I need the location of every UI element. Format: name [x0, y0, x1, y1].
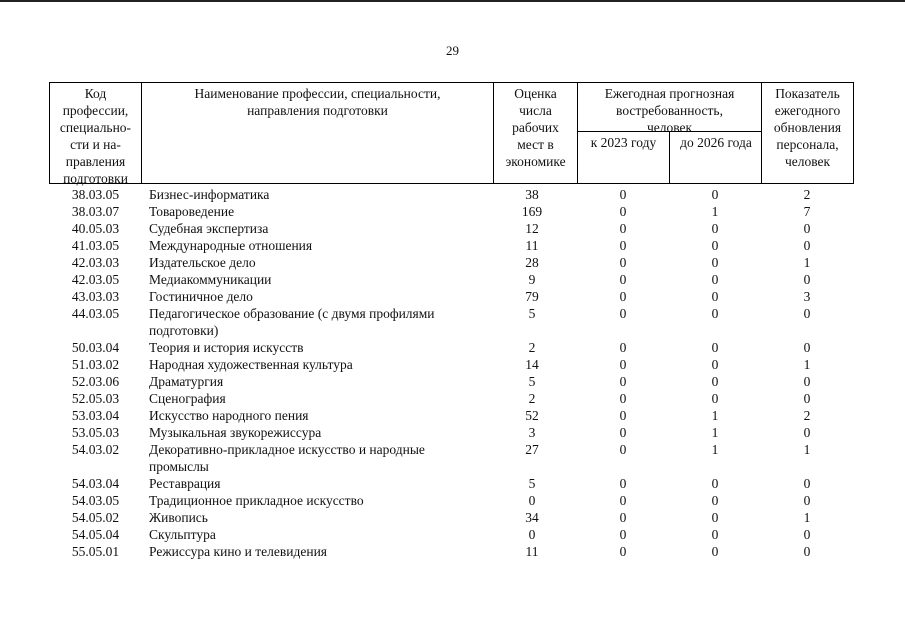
cell-y2026: 1 [711, 204, 719, 219]
cell-jobs: 52 [525, 408, 539, 423]
cell-jobs: 34 [525, 510, 539, 525]
cell-code: 43.03.03 [71, 289, 120, 304]
cell-jobs: 12 [525, 221, 539, 236]
cell-y2026: 0 [711, 476, 719, 491]
table-row [49, 220, 859, 237]
cell-jobs: 38 [525, 187, 539, 202]
cell-y2023: 0 [619, 425, 627, 440]
cell-update: 0 [803, 374, 811, 389]
cell-y2023: 0 [619, 340, 627, 355]
header-update: Показатель ежегодного обновления персонала, человек [773, 86, 842, 169]
table-row [49, 186, 859, 203]
cell-jobs: 27 [525, 442, 539, 457]
cell-name: Гостиничное дело [149, 289, 253, 304]
cell-jobs: 0 [528, 527, 536, 542]
cell-y2023: 0 [619, 391, 627, 406]
cell-code: 42.03.03 [71, 255, 120, 270]
cell-jobs: 2 [528, 391, 536, 406]
cell-code: 54.05.02 [71, 510, 120, 525]
cell-update: 1 [803, 357, 811, 372]
table-row [49, 356, 859, 373]
cell-update: 0 [803, 306, 811, 321]
cell-code: 53.05.03 [71, 425, 120, 440]
cell-update: 0 [803, 272, 811, 287]
cell-y2023: 0 [619, 289, 627, 304]
cell-name: Теория и история искусств [149, 340, 304, 355]
cell-jobs: 3 [528, 425, 536, 440]
cell-update: 7 [803, 204, 811, 219]
cell-y2026: 0 [711, 527, 719, 542]
cell-y2023: 0 [619, 408, 627, 423]
cell-y2023: 0 [619, 187, 627, 202]
cell-code: 42.03.05 [71, 272, 120, 287]
table-row [49, 424, 859, 441]
cell-y2026: 0 [711, 544, 719, 559]
cell-code: 53.03.04 [71, 408, 120, 423]
header-name: Наименование профессии, специальности, направления подготовки [142, 83, 494, 183]
cell-name: Искусство народного пения [149, 408, 309, 423]
table-body [49, 186, 859, 560]
cell-y2023: 0 [619, 204, 627, 219]
cell-y2023: 0 [619, 272, 627, 287]
cell-name: Декоративно-прикладное искусство и народные промыслы [149, 442, 425, 474]
cell-jobs: 11 [525, 238, 539, 253]
cell-update: 0 [803, 391, 811, 406]
table-row [49, 305, 859, 339]
cell-jobs: 9 [528, 272, 536, 287]
cell-y2026: 1 [711, 442, 719, 457]
cell-name: Судебная экспертиза [149, 221, 269, 236]
cell-name: Народная художественная культура [149, 357, 353, 372]
cell-update: 0 [803, 340, 811, 355]
cell-name: Товароведение [149, 204, 235, 219]
cell-y2026: 0 [711, 289, 719, 304]
cell-code: 54.03.04 [71, 476, 120, 491]
cell-y2023: 0 [619, 374, 627, 389]
cell-jobs: 79 [525, 289, 539, 304]
cell-y2026: 0 [711, 357, 719, 372]
header-code: Код профессии, специально-сти и на-правления подготовки [50, 83, 142, 183]
cell-name: Традиционное прикладное искусство [149, 493, 364, 508]
table-header [49, 82, 854, 184]
cell-name: Сценография [149, 391, 226, 406]
cell-update: 2 [803, 408, 811, 423]
table-row [49, 407, 859, 424]
cell-y2023: 0 [619, 493, 627, 508]
cell-y2023: 0 [619, 238, 627, 253]
table-row [49, 271, 859, 288]
cell-y2023: 0 [619, 306, 627, 321]
table-row [49, 441, 859, 475]
cell-name: Педагогическое образование (с двумя профилями подготовки) [149, 306, 435, 338]
cell-code: 54.03.02 [71, 442, 120, 457]
cell-y2026: 0 [711, 391, 719, 406]
cell-y2023: 0 [619, 221, 627, 236]
cell-jobs: 14 [525, 357, 539, 372]
cell-jobs: 169 [521, 204, 543, 219]
table-row [49, 237, 859, 254]
cell-y2023: 0 [619, 527, 627, 542]
cell-name: Международные отношения [149, 238, 313, 253]
cell-update: 1 [803, 255, 811, 270]
header-forecast [578, 83, 762, 183]
cell-jobs: 28 [525, 255, 539, 270]
cell-y2023: 0 [619, 357, 627, 372]
table-row [49, 526, 859, 543]
cell-y2026: 0 [711, 493, 719, 508]
cell-y2023: 0 [619, 442, 627, 457]
table-row [49, 339, 859, 356]
cell-y2026: 0 [711, 510, 719, 525]
cell-y2026: 0 [711, 221, 719, 236]
cell-jobs: 2 [528, 340, 536, 355]
cell-update: 0 [803, 527, 811, 542]
cell-y2023: 0 [619, 476, 627, 491]
cell-update: 1 [803, 442, 811, 457]
cell-y2023: 0 [619, 255, 627, 270]
cell-update: 0 [803, 544, 811, 559]
table-row [49, 509, 859, 526]
table-row [49, 203, 859, 220]
cell-y2026: 0 [711, 238, 719, 253]
cell-jobs: 0 [528, 493, 536, 508]
table-row [49, 288, 859, 305]
cell-jobs: 5 [528, 306, 536, 321]
cell-update: 1 [803, 510, 811, 525]
page-number: 29 [446, 43, 459, 58]
cell-update: 0 [803, 238, 811, 253]
cell-jobs: 11 [525, 544, 539, 559]
cell-code: 50.03.04 [71, 340, 120, 355]
cell-code: 40.05.03 [71, 221, 120, 236]
cell-update: 0 [803, 476, 811, 491]
cell-code: 52.03.06 [71, 374, 120, 389]
cell-y2026: 0 [711, 255, 719, 270]
cell-y2026: 0 [711, 187, 719, 202]
top-rule [0, 0, 905, 2]
cell-code: 38.03.07 [71, 204, 120, 219]
cell-update: 0 [803, 425, 811, 440]
cell-code: 55.05.01 [71, 544, 120, 559]
cell-code: 52.05.03 [71, 391, 120, 406]
header-forecast-title: Ежегодная прогнозная востребованность, человек [604, 86, 735, 135]
table-row [49, 543, 859, 560]
cell-y2026: 0 [711, 306, 719, 321]
cell-y2026: 1 [711, 425, 719, 440]
cell-code: 51.03.02 [71, 357, 120, 372]
cell-update: 0 [803, 221, 811, 236]
cell-name: Реставрация [149, 476, 221, 491]
cell-name: Музыкальная звукорежиссура [149, 425, 322, 440]
table-row [49, 254, 859, 271]
cell-name: Медиакоммуникации [149, 272, 272, 287]
cell-name: Режиссура кино и телевидения [149, 544, 328, 559]
cell-y2026: 0 [711, 374, 719, 389]
cell-code: 54.03.05 [71, 493, 120, 508]
cell-update: 2 [803, 187, 811, 202]
cell-code: 38.03.05 [71, 187, 120, 202]
cell-code: 54.05.04 [71, 527, 120, 542]
cell-name: Драматургия [149, 374, 224, 389]
cell-y2023: 0 [619, 544, 627, 559]
cell-name: Живопись [149, 510, 208, 525]
header-2026: до 2026 года [670, 131, 762, 183]
cell-update: 3 [803, 289, 811, 304]
cell-y2026: 1 [711, 408, 719, 423]
table-row [49, 475, 859, 492]
table-row [49, 390, 859, 407]
cell-name: Скульптура [149, 527, 216, 542]
header-jobs: Оценка числа рабочих мест в экономике [494, 83, 578, 183]
cell-jobs: 5 [528, 476, 536, 491]
cell-y2026: 0 [711, 340, 719, 355]
cell-name: Бизнес-информатика [149, 187, 270, 202]
cell-name: Издательское дело [149, 255, 256, 270]
cell-code: 44.03.05 [71, 306, 120, 321]
table-row [49, 373, 859, 390]
cell-y2026: 0 [711, 272, 719, 287]
header-2023: к 2023 году [578, 131, 670, 183]
cell-y2023: 0 [619, 510, 627, 525]
cell-jobs: 5 [528, 374, 536, 389]
table-row [49, 492, 859, 509]
cell-code: 41.03.05 [71, 238, 120, 253]
cell-update: 0 [803, 493, 811, 508]
